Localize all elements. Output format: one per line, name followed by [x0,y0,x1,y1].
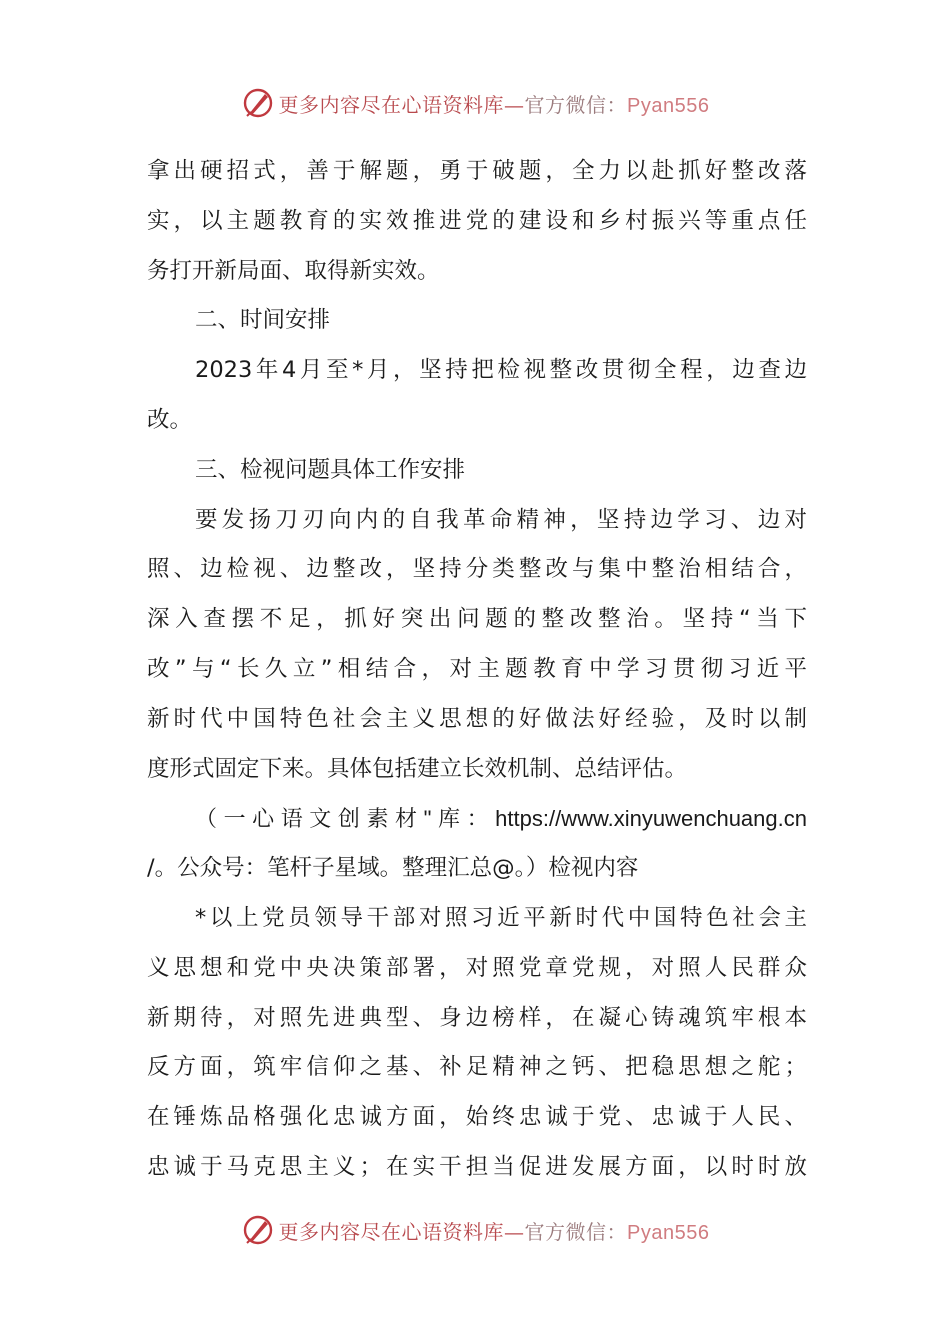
quill-logo-icon [241,1213,275,1247]
quill-logo-icon [241,86,275,120]
footer-watermark-text: 更多内容尽在心语资料库—官方微信：Pyan556 [278,1219,710,1244]
text-line: 改。 [147,406,193,433]
text-line: 反方面，筑牢信仰之基、补足精神之钙、把稳思想之舵； [147,1054,807,1081]
section-heading-schedule: 二、时间安排 [195,307,331,334]
text-line: 要发扬刀刃向内的自我革命精神，坚持边学习、边对 [195,506,807,533]
text-line: *以上党员领导干部对照习近平新时代中国特色社会主 [195,904,807,931]
text-line: 照、边检视、边整改，坚持分类整改与集中整治相结合， [147,556,807,583]
text-line: 2023年4月至*月，坚持把检视整改贯彻全程，边查边 [195,357,807,384]
text-line: 忠诚于马克思主义；在实干担当促进发展方面，以时时放 [147,1153,807,1180]
text-line: 务打开新局面、取得新实效。 [147,257,440,284]
text-line: 改”与“长久立”相结合，对主题教育中学习贯彻习近平 [147,655,807,682]
source-note-line: （一心语文创素材"库：https://www.xinyuwenchuang.cn [195,806,807,832]
text-line: 义思想和党中央决策部署，对照党章党规，对照人民群众 [147,954,807,981]
footer-watermark-banner [0,1212,950,1248]
header-watermark-banner [0,85,950,121]
text-line: 在锤炼品格强化忠诚方面，始终忠诚于党、忠诚于人民、 [147,1104,807,1131]
text-line: 深入查摆不足，抓好突出问题的整改整治。坚持“当下 [147,606,807,633]
text-line: 拿出硬招式，善于解题，勇于破题，全力以赴抓好整改落 [147,158,807,184]
document-body [147,147,807,1193]
section-heading-inspection: 三、检视问题具体工作安排 [195,456,466,483]
text-line: 新时代中国特色社会主义思想的好做法好经验，及时以制 [147,705,807,732]
text-line: 新期待，对照先进典型、身边榜样，在凝心铸魂筑牢根本 [147,1004,807,1031]
text-line: /。公众号：笔杆子星域。整理汇总@。）检视内容 [147,855,639,882]
header-watermark-text: 更多内容尽在心语资料库—官方微信：Pyan556 [278,92,710,117]
text-line: 实，以主题教育的实效推进党的建设和乡村振兴等重点任 [147,207,807,234]
text-line: 度形式固定下来。具体包括建立长效机制、总结评估。 [147,755,688,782]
